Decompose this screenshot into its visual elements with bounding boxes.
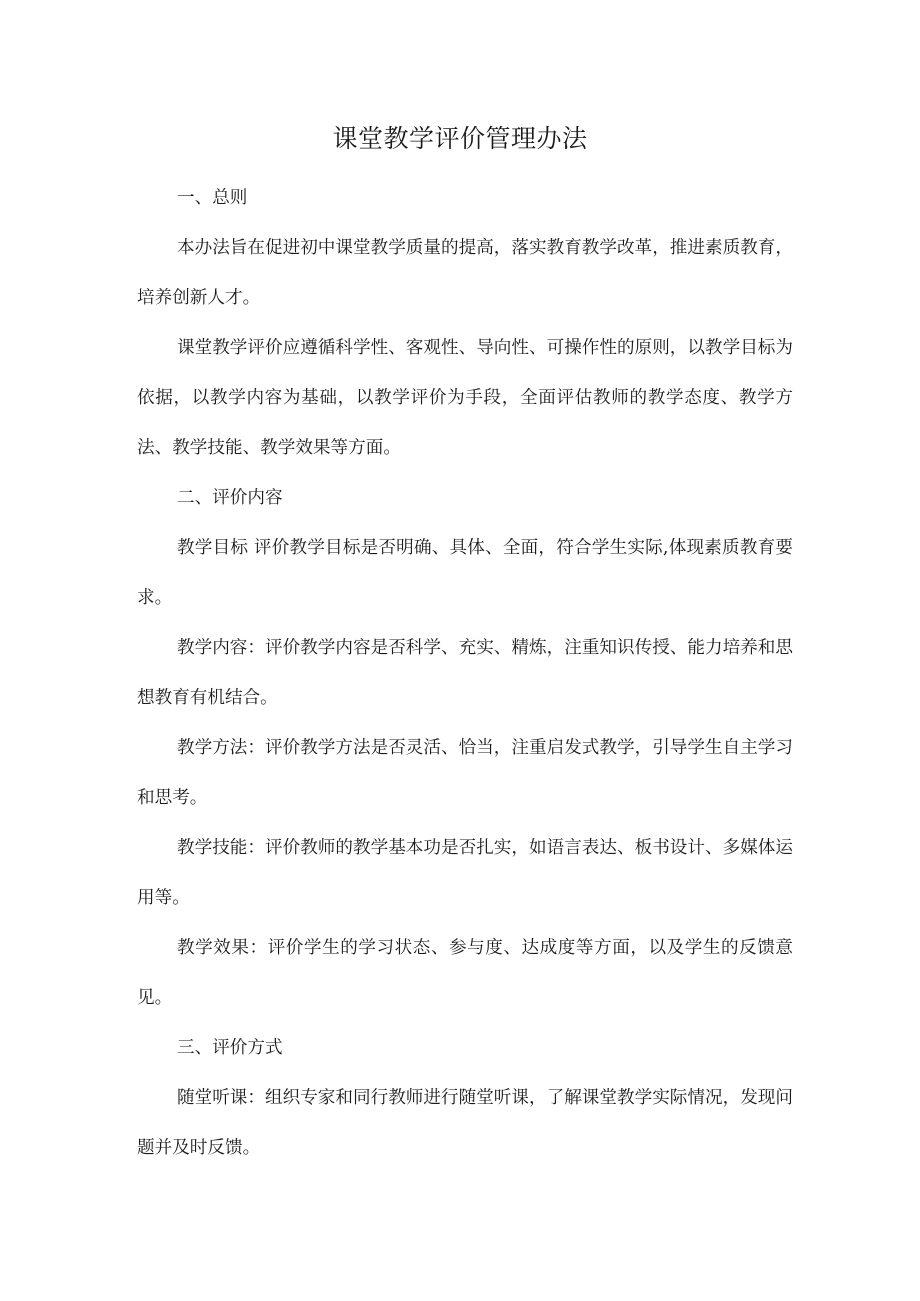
paragraph: 教学方法：评价教学方法是否灵活、恰当，注重启发式教学，引导学生自主学习和思考。	[137, 738, 793, 808]
paragraph: 课堂教学评价应遵循科学性、客观性、导向性、可操作性的原则，以教学目标为依据，以教学内容为基础，以教学评价为手段，全面评估教师的教学态度、教学方法、教学技能、教学效果等方面。	[137, 338, 793, 458]
page-title: 课堂教学评价管理办法	[332, 124, 588, 153]
section-heading-evaluation-content: 二、评价内容	[177, 488, 283, 508]
paragraph: 教学内容：评价教学内容是否科学、充实、精炼，注重知识传授、能力培养和思想教育有机结合。	[137, 638, 793, 708]
paragraph: 随堂听课：组织专家和同行教师进行随堂听课，了解课堂教学实际情况，发现问题并及时反馈。	[137, 1088, 793, 1158]
paragraph: 本办法旨在促进初中课堂教学质量的提高，落实教育教学改革，推进素质教育，培养创新人才。	[137, 238, 793, 308]
section-heading-general: 一、总则	[177, 188, 248, 208]
document-body	[137, 173, 793, 1173]
paragraph: 教学目标 评价教学目标是否明确、具体、全面，符合学生实际,体现素质教育要求。	[137, 538, 793, 608]
paragraph: 教学效果：评价学生的学习状态、参与度、达成度等方面，以及学生的反馈意见。	[137, 938, 793, 1008]
section-heading-evaluation-method: 三、评价方式	[177, 1038, 283, 1058]
paragraph: 教学技能：评价教师的教学基本功是否扎实，如语言表达、板书设计、多媒体运用等。	[137, 838, 793, 908]
